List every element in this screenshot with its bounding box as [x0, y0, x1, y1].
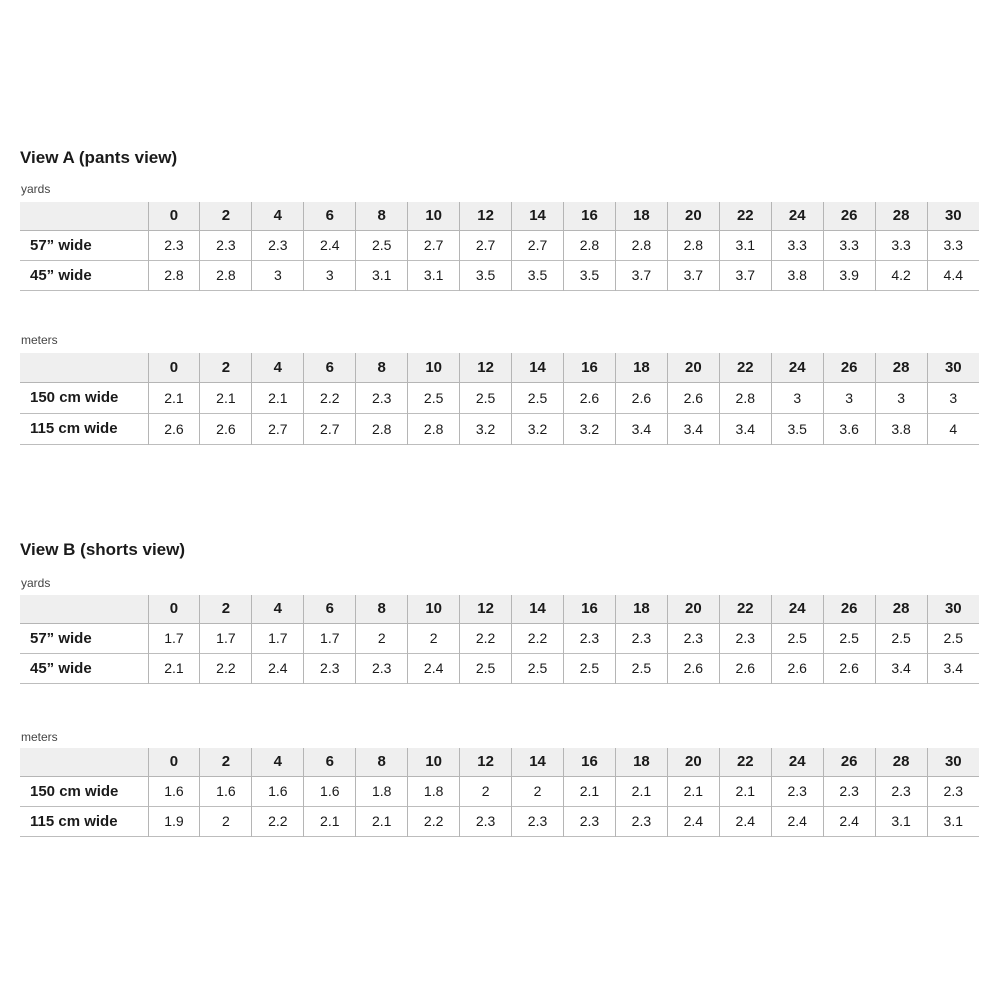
fabric-amount-cell: 2.7 — [252, 413, 304, 444]
fabric-amount-cell: 3.1 — [408, 260, 460, 290]
fabric-amount-cell: 2.1 — [667, 776, 719, 806]
header-corner-cell — [20, 202, 148, 230]
size-header-cell: 22 — [719, 595, 771, 623]
fabric-amount-cell: 2.3 — [823, 776, 875, 806]
fabric-amount-cell: 3.2 — [564, 413, 616, 444]
size-header-cell: 0 — [148, 353, 200, 382]
fabric-amount-cell: 1.8 — [356, 776, 408, 806]
fabric-amount-cell: 2.3 — [875, 776, 927, 806]
fabric-amount-cell: 3.4 — [615, 413, 667, 444]
fabric-amount-cell: 2.1 — [719, 776, 771, 806]
fabric-amount-cell: 2.5 — [512, 382, 564, 413]
view-a-meters-table — [20, 353, 979, 445]
fabric-amount-cell: 2.8 — [667, 230, 719, 260]
fabric-amount-cell: 2 — [200, 806, 252, 836]
fabric-amount-cell: 2.3 — [356, 653, 408, 683]
fabric-amount-cell: 2.7 — [512, 230, 564, 260]
fabric-amount-cell: 2.5 — [771, 623, 823, 653]
fabric-amount-cell: 2.8 — [408, 413, 460, 444]
fabric-amount-cell: 2.3 — [771, 776, 823, 806]
size-header-cell: 6 — [304, 353, 356, 382]
fabric-amount-cell: 2.5 — [512, 653, 564, 683]
fabric-amount-cell: 1.6 — [304, 776, 356, 806]
table-row — [20, 382, 979, 413]
size-header-cell: 2 — [200, 748, 252, 776]
fabric-amount-cell: 2.3 — [564, 806, 616, 836]
fabric-amount-cell: 2.8 — [719, 382, 771, 413]
fabric-amount-cell: 1.6 — [200, 776, 252, 806]
view-a-yards-unit-label: yards — [21, 182, 51, 196]
fabric-amount-cell: 1.9 — [148, 806, 200, 836]
view-b-meters-unit-label: meters — [21, 730, 58, 744]
size-header-cell: 22 — [719, 202, 771, 230]
fabric-amount-cell: 4.4 — [927, 260, 979, 290]
fabric-amount-cell: 2.6 — [719, 653, 771, 683]
fabric-amount-cell: 3.3 — [823, 230, 875, 260]
fabric-amount-cell: 2.3 — [927, 776, 979, 806]
fabric-amount-cell: 2.3 — [667, 623, 719, 653]
fabric-amount-cell: 2.4 — [252, 653, 304, 683]
view-a-title: View A (pants view) — [20, 148, 178, 167]
fabric-amount-cell: 1.6 — [252, 776, 304, 806]
fabric-amount-cell: 2.2 — [200, 653, 252, 683]
size-header-cell: 28 — [875, 595, 927, 623]
size-header-row — [20, 202, 979, 230]
size-header-cell: 4 — [252, 748, 304, 776]
fabric-width-label: 115 cm wide — [30, 812, 118, 830]
fabric-amount-cell: 2.2 — [460, 623, 512, 653]
size-header-cell: 24 — [771, 748, 823, 776]
table-row — [20, 806, 979, 836]
size-header-cell: 16 — [564, 353, 616, 382]
fabric-amount-cell: 1.7 — [252, 623, 304, 653]
fabric-amount-cell: 3 — [252, 260, 304, 290]
size-header-cell: 18 — [615, 353, 667, 382]
size-header-cell: 24 — [771, 353, 823, 382]
size-header-cell: 16 — [564, 202, 616, 230]
fabric-amount-cell: 2 — [460, 776, 512, 806]
fabric-amount-cell: 3.5 — [771, 413, 823, 444]
fabric-amount-cell: 3.8 — [771, 260, 823, 290]
fabric-amount-cell: 1.8 — [408, 776, 460, 806]
size-header-cell: 26 — [823, 353, 875, 382]
fabric-amount-cell: 3 — [927, 382, 979, 413]
size-header-cell: 30 — [927, 353, 979, 382]
size-header-row — [20, 748, 979, 776]
fabric-amount-cell: 2 — [408, 623, 460, 653]
fabric-amount-cell: 3 — [875, 382, 927, 413]
fabric-amount-cell: 2.8 — [148, 260, 200, 290]
size-header-cell: 24 — [771, 202, 823, 230]
fabric-amount-cell: 3 — [304, 260, 356, 290]
size-header-cell: 26 — [823, 748, 875, 776]
fabric-amount-cell: 3.4 — [667, 413, 719, 444]
fabric-amount-cell: 2.6 — [823, 653, 875, 683]
size-header-cell: 8 — [356, 353, 408, 382]
fabric-amount-cell: 2.4 — [667, 806, 719, 836]
fabric-amount-cell: 3.5 — [564, 260, 616, 290]
fabric-width-label: 45” wide — [30, 266, 92, 284]
fabric-amount-cell: 3.1 — [356, 260, 408, 290]
size-header-cell: 26 — [823, 595, 875, 623]
size-header-cell: 16 — [564, 595, 616, 623]
fabric-amount-cell: 3.7 — [615, 260, 667, 290]
fabric-amount-cell: 1.7 — [148, 623, 200, 653]
fabric-amount-cell: 2.7 — [408, 230, 460, 260]
fabric-amount-cell: 2.5 — [875, 623, 927, 653]
fabric-amount-cell: 3.3 — [927, 230, 979, 260]
table-row — [20, 653, 979, 683]
size-header-cell: 2 — [200, 595, 252, 623]
fabric-amount-cell: 2.3 — [304, 653, 356, 683]
table-row — [20, 230, 979, 260]
fabric-amount-cell: 2.5 — [564, 653, 616, 683]
size-header-cell: 4 — [252, 202, 304, 230]
fabric-amount-cell: 3.1 — [875, 806, 927, 836]
size-header-cell: 12 — [460, 202, 512, 230]
fabric-amount-cell: 2.5 — [460, 382, 512, 413]
size-header-cell: 6 — [304, 202, 356, 230]
fabric-amount-cell: 2.6 — [148, 413, 200, 444]
fabric-amount-cell: 1.7 — [304, 623, 356, 653]
fabric-amount-cell: 1.7 — [200, 623, 252, 653]
header-corner-cell — [20, 595, 148, 623]
size-header-cell: 18 — [615, 595, 667, 623]
size-header-cell: 28 — [875, 748, 927, 776]
fabric-amount-cell: 2.1 — [252, 382, 304, 413]
fabric-amount-cell: 2.3 — [615, 806, 667, 836]
size-header-cell: 14 — [512, 748, 564, 776]
fabric-amount-cell: 2.6 — [667, 382, 719, 413]
fabric-amount-cell: 2.2 — [512, 623, 564, 653]
fabric-amount-cell: 2.1 — [304, 806, 356, 836]
fabric-amount-cell: 2.6 — [200, 413, 252, 444]
size-header-cell: 4 — [252, 353, 304, 382]
view-b-yards-unit-label: yards — [21, 576, 51, 590]
fabric-amount-cell: 2.1 — [200, 382, 252, 413]
size-header-cell: 18 — [615, 748, 667, 776]
size-header-cell: 12 — [460, 595, 512, 623]
size-header-cell: 22 — [719, 353, 771, 382]
fabric-amount-cell: 3.5 — [460, 260, 512, 290]
size-header-cell: 10 — [408, 353, 460, 382]
size-header-cell: 20 — [667, 202, 719, 230]
fabric-amount-cell: 2.8 — [615, 230, 667, 260]
fabric-amount-cell: 2.3 — [148, 230, 200, 260]
fabric-amount-cell: 2.3 — [564, 623, 616, 653]
size-header-cell: 0 — [148, 202, 200, 230]
fabric-amount-cell: 2 — [356, 623, 408, 653]
fabric-amount-cell: 2.3 — [200, 230, 252, 260]
fabric-amount-cell: 3.5 — [512, 260, 564, 290]
size-header-cell: 0 — [148, 595, 200, 623]
fabric-width-label: 150 cm wide — [30, 782, 119, 800]
view-b-title: View B (shorts view) — [20, 540, 186, 559]
fabric-amount-cell: 2.2 — [304, 382, 356, 413]
size-header-cell: 8 — [356, 202, 408, 230]
size-header-cell: 30 — [927, 595, 979, 623]
fabric-amount-cell: 2.5 — [927, 623, 979, 653]
size-header-cell: 12 — [460, 748, 512, 776]
fabric-amount-cell: 2.6 — [771, 653, 823, 683]
fabric-amount-cell: 2 — [512, 776, 564, 806]
size-header-cell: 20 — [667, 595, 719, 623]
size-header-cell: 28 — [875, 202, 927, 230]
view-b-meters-table — [20, 748, 979, 837]
fabric-amount-cell: 2.8 — [356, 413, 408, 444]
fabric-amount-cell: 2.5 — [460, 653, 512, 683]
fabric-amount-cell: 2.2 — [252, 806, 304, 836]
view-a-meters-unit-label: meters — [21, 333, 58, 347]
size-header-cell: 14 — [512, 595, 564, 623]
fabric-width-label: 57” wide — [30, 236, 92, 254]
fabric-amount-cell: 2.1 — [148, 653, 200, 683]
fabric-amount-cell: 3.1 — [927, 806, 979, 836]
fabric-amount-cell: 2.1 — [356, 806, 408, 836]
size-header-cell: 22 — [719, 748, 771, 776]
fabric-amount-cell: 2.4 — [823, 806, 875, 836]
view-b-yards-table — [20, 595, 979, 684]
size-header-cell: 24 — [771, 595, 823, 623]
fabric-width-label: 45” wide — [30, 659, 92, 677]
table-row — [20, 260, 979, 290]
fabric-amount-cell: 3.2 — [460, 413, 512, 444]
fabric-amount-cell: 3 — [771, 382, 823, 413]
fabric-amount-cell: 2.6 — [564, 382, 616, 413]
size-header-cell: 14 — [512, 202, 564, 230]
fabric-amount-cell: 3.4 — [927, 653, 979, 683]
fabric-amount-cell: 2.3 — [512, 806, 564, 836]
size-header-cell: 2 — [200, 202, 252, 230]
fabric-amount-cell: 2.3 — [252, 230, 304, 260]
fabric-amount-cell: 3.2 — [512, 413, 564, 444]
fabric-amount-cell: 2.5 — [615, 653, 667, 683]
size-header-cell: 30 — [927, 748, 979, 776]
fabric-amount-cell: 2.5 — [356, 230, 408, 260]
fabric-amount-cell: 3.4 — [719, 413, 771, 444]
size-header-cell: 16 — [564, 748, 616, 776]
fabric-amount-cell: 3.9 — [823, 260, 875, 290]
fabric-amount-cell: 2.1 — [615, 776, 667, 806]
size-header-cell: 0 — [148, 748, 200, 776]
fabric-amount-cell: 2.8 — [200, 260, 252, 290]
fabric-amount-cell: 2.4 — [771, 806, 823, 836]
size-header-cell: 6 — [304, 748, 356, 776]
view-a-yards-table — [20, 202, 979, 291]
fabric-amount-cell: 3.3 — [875, 230, 927, 260]
size-header-cell: 12 — [460, 353, 512, 382]
size-header-cell: 18 — [615, 202, 667, 230]
table-row — [20, 776, 979, 806]
fabric-amount-cell: 2.1 — [148, 382, 200, 413]
size-header-row — [20, 595, 979, 623]
header-corner-cell — [20, 748, 148, 776]
size-header-cell: 4 — [252, 595, 304, 623]
fabric-amount-cell: 2.1 — [564, 776, 616, 806]
fabric-amount-cell: 3.4 — [875, 653, 927, 683]
size-header-row — [20, 353, 979, 382]
fabric-amount-cell: 3.7 — [667, 260, 719, 290]
fabric-amount-cell: 2.6 — [615, 382, 667, 413]
fabric-width-label: 115 cm wide — [30, 420, 118, 437]
size-header-cell: 20 — [667, 748, 719, 776]
size-header-cell: 10 — [408, 595, 460, 623]
fabric-amount-cell: 2.7 — [304, 413, 356, 444]
size-header-cell: 8 — [356, 595, 408, 623]
size-header-cell: 20 — [667, 353, 719, 382]
size-header-cell: 8 — [356, 748, 408, 776]
fabric-amount-cell: 2.3 — [719, 623, 771, 653]
size-header-cell: 14 — [512, 353, 564, 382]
fabric-amount-cell: 2.4 — [719, 806, 771, 836]
fabric-amount-cell: 2.5 — [408, 382, 460, 413]
fabric-amount-cell: 2.2 — [408, 806, 460, 836]
size-header-cell: 30 — [927, 202, 979, 230]
fabric-amount-cell: 2.6 — [667, 653, 719, 683]
fabric-amount-cell: 2.4 — [408, 653, 460, 683]
fabric-amount-cell: 2.3 — [460, 806, 512, 836]
fabric-amount-cell: 3.7 — [719, 260, 771, 290]
fabric-width-label: 150 cm wide — [30, 389, 119, 406]
size-header-cell: 10 — [408, 748, 460, 776]
fabric-amount-cell: 2.5 — [823, 623, 875, 653]
fabric-width-label: 57” wide — [30, 629, 92, 647]
fabric-amount-cell: 3.6 — [823, 413, 875, 444]
fabric-amount-cell: 4.2 — [875, 260, 927, 290]
fabric-amount-cell: 4 — [927, 413, 979, 444]
fabric-amount-cell: 2.4 — [304, 230, 356, 260]
size-header-cell: 10 — [408, 202, 460, 230]
fabric-amount-cell: 3.3 — [771, 230, 823, 260]
table-row — [20, 623, 979, 653]
fabric-amount-cell: 3.1 — [719, 230, 771, 260]
fabric-amount-cell: 3 — [823, 382, 875, 413]
fabric-amount-cell: 2.7 — [460, 230, 512, 260]
fabric-amount-cell: 1.6 — [148, 776, 200, 806]
size-header-cell: 28 — [875, 353, 927, 382]
header-corner-cell — [20, 353, 148, 382]
fabric-amount-cell: 2.8 — [564, 230, 616, 260]
size-header-cell: 26 — [823, 202, 875, 230]
fabric-amount-cell: 3.8 — [875, 413, 927, 444]
table-row — [20, 413, 979, 444]
fabric-amount-cell: 2.3 — [356, 382, 408, 413]
size-header-cell: 2 — [200, 353, 252, 382]
fabric-amount-cell: 2.3 — [615, 623, 667, 653]
size-header-cell: 6 — [304, 595, 356, 623]
